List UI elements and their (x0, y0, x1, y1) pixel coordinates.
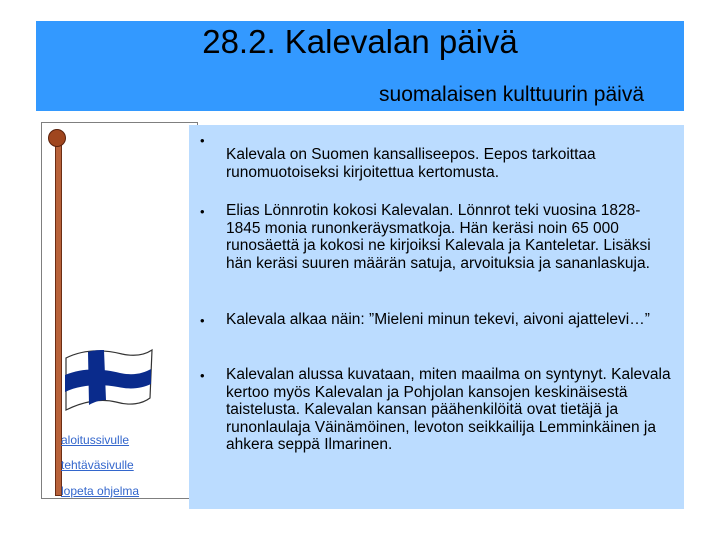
bullet-marker: • (200, 204, 205, 219)
slide-subtitle: suomalaisen kulttuurin päivä (379, 83, 644, 106)
content-panel (189, 125, 684, 509)
paragraph-opening-lines: Kalevala alkaa näin: ”Mieleni minun tekevi, aivoni ajattelevi…” (226, 311, 650, 328)
bullet-marker: • (200, 313, 205, 328)
link-to-start-page[interactable]: aloitussivulle (61, 433, 130, 447)
finnish-flag-icon (62, 344, 154, 414)
flagpole-knob (48, 129, 66, 147)
slide-title: 28.2. Kalevalan päivä (202, 23, 518, 60)
link-to-task-page[interactable]: tehtäväsivulle (61, 458, 134, 472)
paragraph-story: Kalevalan alussa kuvataan, miten maailma on syntynyt. Kalevala kertoo myös Kalevalan ja Pohjolan kansojen keskinäisestä taistelusta. Kalevalan kansan päähenkilöitä ovat tietäjä ja runonlaulaja Väinämöinen, levoton seikkailija Lemminkäinen ja ahkera seppä Ilmarinen. (226, 366, 671, 453)
bullet-marker: • (200, 133, 205, 148)
bullet-marker: • (200, 368, 205, 383)
link-quit-program[interactable]: lopeta ohjelma (61, 484, 140, 498)
paragraph-kalevala-epic: Kalevala on Suomen kansalliseepos. Eepos tarkoittaa runomuotoiseksi kirjoitettua kertomusta. (226, 146, 596, 181)
title-banner (36, 21, 684, 111)
paragraph-lonnrot: Elias Lönnrotin kokosi Kalevalan. Lönnrot teki vuosina 1828-1845 monia runonkeräysmatkoja. Hän keräsi noin 65 000 runosäettä ja kokosi ne kirjoiksi Kalevala ja Kanteletar. Lisäksi hän keräsi suuren määrän satuja, arvoituksia ja sananlaskuja. (226, 202, 651, 272)
